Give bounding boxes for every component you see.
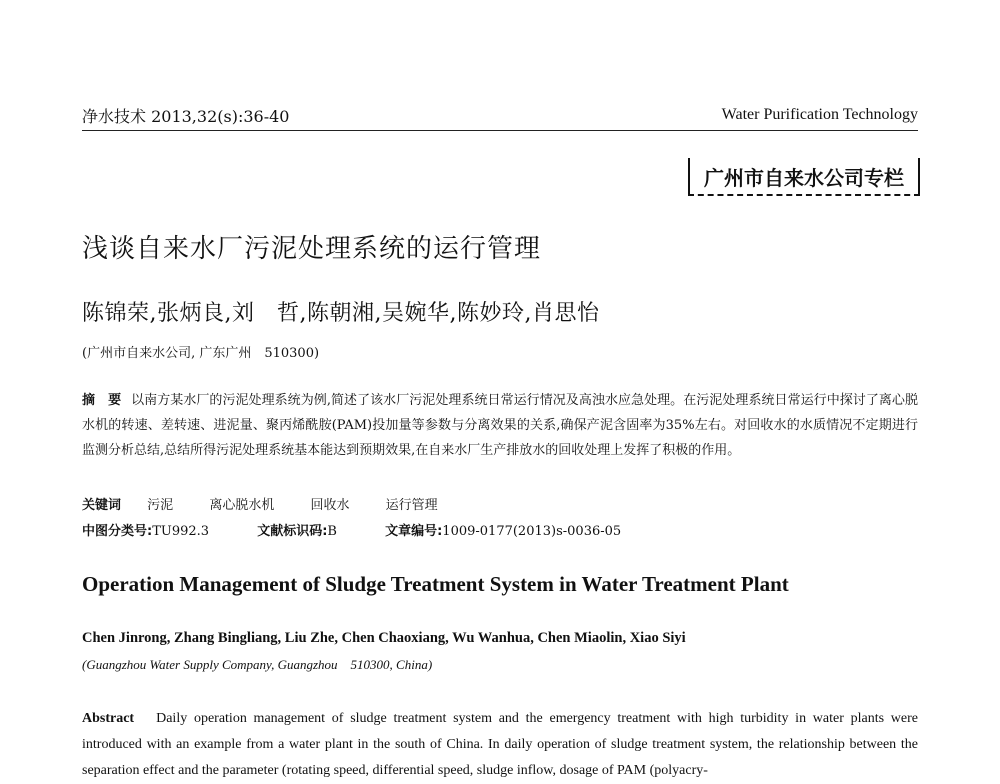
document-code	[257, 524, 337, 539]
keyword-item: 污泥	[147, 498, 174, 513]
classification-line	[82, 520, 665, 539]
keyword-item: 回收水	[310, 498, 350, 513]
clc-value: TU992.3	[152, 524, 210, 539]
clc-number	[82, 524, 209, 539]
header-rule	[82, 130, 918, 131]
clc-label: 中图分类号:	[82, 524, 153, 539]
authors-cn: 陈锦荣,张炳良,刘 哲,陈朝湘,吴婉华,陈妙玲,肖思怡	[82, 301, 600, 326]
abstract-en	[82, 706, 918, 784]
paper-title-cn: 浅谈自来水厂污泥处理系统的运行管理	[82, 234, 542, 264]
affiliation-en: (Guangzhou Water Supply Company, Guangzhou 510300, China)	[82, 657, 433, 672]
authors-en: Chen Jinrong, Zhang Bingliang, Liu Zhe, Chen Chaoxiang, Wu Wanhua, Chen Miaolin, Xiao Siyi	[82, 630, 686, 646]
abstract-en-label: Abstract	[82, 711, 135, 726]
keywords-label: 关键词	[82, 498, 122, 513]
abstract-en-text: Daily operation management of sludge treatment system and the emergency treatment with high turbidity in water plants were introduced with an example from a water plant in the south of China. In daily operation of sludge treatment system, the relationship between the separation effect and the parameter (rotating speed, differential speed, sludge inflow, dosage of PAM (polyacry-	[82, 711, 918, 778]
article-number-value: 1009-0177(2013)s-0036-05	[442, 524, 622, 539]
keywords	[82, 494, 470, 513]
article-number-label: 文章编号:	[385, 524, 443, 539]
journal-name-en: Water Purification Technology	[721, 106, 918, 123]
column-banner: 广州市自来水公司专栏	[688, 158, 920, 196]
article-number	[385, 524, 621, 539]
running-header	[82, 104, 918, 130]
keyword-item: 运行管理	[385, 498, 438, 513]
journal-citation-cn: 净水技术 2013,32(s):36-40	[82, 107, 290, 126]
doc-code-label: 文献标识码:	[257, 524, 328, 539]
affiliation-cn: (广州市自来水公司, 广东广州 510300)	[82, 346, 320, 361]
keyword-item: 离心脱水机	[209, 498, 275, 513]
doc-code-value: B	[327, 524, 337, 539]
abstract-cn-text: 以南方某水厂的污泥处理系统为例,简述了该水厂污泥处理系统日常运行情况及高浊水应急处理。在污泥处理系统日常运行中探讨了离心脱水机的转速、差转速、进泥量、聚丙烯酰胺(PAM)投加量等参数与分离效果的关系,确保产泥含固率为35%左右。对回收水的水质情况不定期进行监测分析总结,总结所得污泥处理系统基本能达到预期效果,在自来水厂生产排放水的回收处理上发挥了积极的作用。	[82, 393, 918, 458]
paper-title-en: Operation Management of Sludge Treatment System in Water Treatment Plant	[82, 572, 789, 596]
abstract-cn	[82, 388, 918, 463]
abstract-cn-label: 摘 要	[82, 393, 122, 408]
